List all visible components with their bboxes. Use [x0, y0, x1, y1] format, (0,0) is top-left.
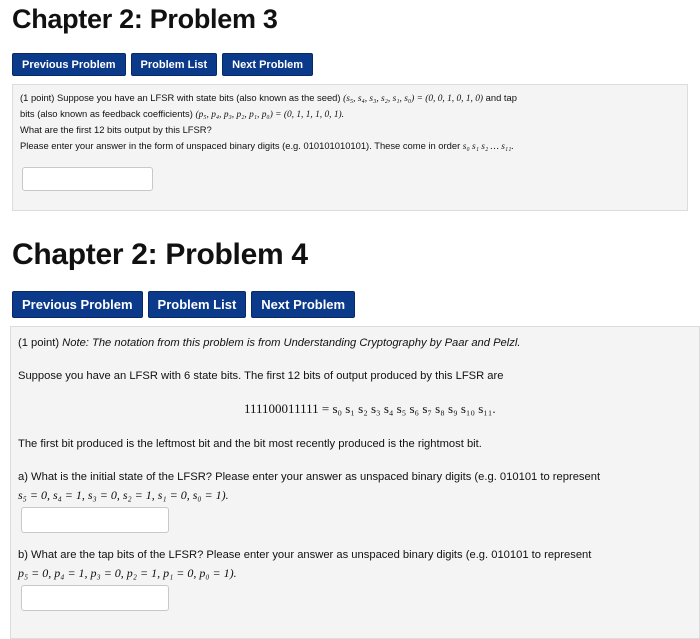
previous-problem-button[interactable]: Previous Problem [12, 291, 143, 318]
problem-4b-answer-input[interactable] [21, 585, 169, 611]
previous-problem-button[interactable]: Previous Problem [12, 53, 126, 76]
problem-4b-question: b) What are the tap bits of the LFSR? Please enter your answer as unspaced binary digits (e.g. 010101 to represent [18, 549, 592, 561]
problem-3-line-2-text: bits (also known as feedback coefficients) [20, 108, 196, 119]
next-problem-button[interactable]: Next Problem [222, 53, 313, 76]
problem-4a-question: a) What is the initial state of the LFSR? Please enter your answer as unspaced binary digits (e.g. 010101 to represent [18, 471, 601, 483]
problem-list-button[interactable]: Problem List [131, 53, 218, 76]
problem-3-instructions-text: Please enter your answer in the form of unspaced binary digits (e.g. 010101010101). These come in order [20, 140, 463, 151]
problem-4-note-text: Note: The notation from this problem is from Understanding Cryptography by Paar and Pelzl. [62, 337, 521, 349]
problem-3-line-1-tail: and tap [483, 92, 517, 103]
problem-4-nav [12, 291, 355, 318]
problem-3-instructions [20, 140, 514, 152]
problem-4b-example: p₅ = 0, p₄ = 1, p₃ = 0, p₂ = 1, p₁ = 0, p₀ = 1). [18, 566, 237, 580]
problem-3-tap-math: (p₅, p₄, p₃, p₂, p₁, p₀) = (0, 1, 1, 1, 0, 1). [195, 110, 344, 120]
problem-4-bit-order: The first bit produced is the leftmost bit and the bit most recently produced is the rightmost bit. [18, 438, 482, 450]
problem-3-line-1 [20, 92, 517, 104]
next-problem-button[interactable]: Next Problem [251, 291, 355, 318]
problem-list-button[interactable]: Problem List [148, 291, 247, 318]
problem-3-line-2 [20, 108, 344, 120]
problem-4-points: (1 point) [18, 337, 63, 349]
problem-3-answer-input[interactable] [22, 167, 153, 191]
problem-3-nav [12, 53, 313, 76]
problem-3-order-math: s₀ s₁ s₂ … s₁₁. [462, 142, 514, 152]
problem-4a-example: s₅ = 0, s₄ = 1, s₃ = 0, s₂ = 1, s₁ = 0, s₀ = 1). [18, 488, 229, 502]
problem-4a-answer-input[interactable] [21, 507, 169, 533]
problem-4-intro: Suppose you have an LFSR with 6 state bits. The first 12 bits of output produced by this LFSR are [18, 370, 504, 382]
problem-3-question: What are the first 12 bits output by this LFSR? [20, 124, 212, 135]
problem-4-note [18, 337, 520, 349]
problem-3-line-1-text: (1 point) Suppose you have an LFSR with state bits (also known as the seed) [20, 92, 344, 103]
problem-3-title: Chapter 2: Problem 3 [12, 4, 278, 34]
problem-4-title: Chapter 2: Problem 4 [12, 238, 308, 271]
problem-3-seed-math: (s₅, s₄, s₃, s₂, s₁, s₀) = (0, 0, 1, 0, 1, 0) [343, 94, 484, 104]
problem-4-output-equation: 111100011111 = s₀ s₁ s₂ s₃ s₄ s₅ s₆ s₇ s₈ s₉ s₁₀ s₁₁. [244, 401, 496, 416]
